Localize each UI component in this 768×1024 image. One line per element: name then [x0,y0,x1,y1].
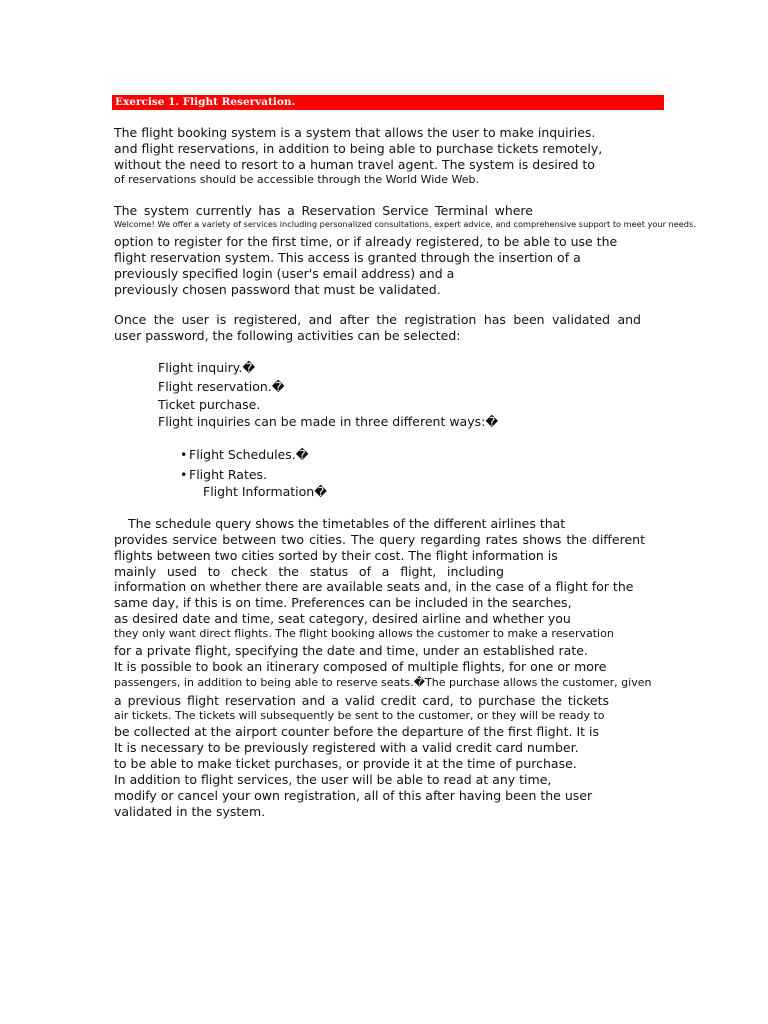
activity-item: Flight reservation.� [158,379,285,394]
para4-line-6: same day, if this is on time. Preferences can be included in the searches, [114,595,572,610]
para1-line-4: of reservations should be accessible through the World Wide Web. [114,173,480,186]
activity-item: Flight inquiries can be made in three different ways:� [158,414,499,429]
para2-line-5: previously specified login (user's email address) and a [114,266,455,281]
bullet-icon: • [180,447,188,462]
para4-line-3: flights between two cities sorted by their cost. The flight information is [114,548,558,563]
para4-line-5: information on whether there are available seats and, in the case of a flight for the [114,579,634,594]
para4-line-10: It is possible to book an itinerary composed of multiple flights, for one or more [114,659,607,674]
ways-item-label: Flight Rates. [189,467,268,482]
para1-line-2: and flight reservations, in addition to being able to purchase tickets remotely, [114,141,603,156]
para2-line-1: The system currently has a Reservation Service Terminal where [114,203,533,218]
para4-line-18: modify or cancel your own registration, all of this after having been the user [114,788,593,803]
para2-line-6: previously chosen password that must be validated. [114,282,441,297]
activity-item: Ticket purchase. [158,397,261,412]
para2-line-4: flight reservation system. This access is granted through the insertion of a [114,250,581,265]
ways-item-label: Flight Schedules.� [189,447,309,462]
bullet-icon: • [180,467,188,482]
exercise-heading: Exercise 1. Flight Reservation. [115,96,296,108]
para4-line-8: they only want direct flights. The flight booking allows the customer to make a reservation [114,627,614,640]
ways-extra-item: Flight Information� [203,484,328,499]
para4-line-1: The schedule query shows the timetables of the different airlines that [128,516,566,531]
para4-line-4: mainly used to check the status of a flight, including [114,564,504,579]
ways-list-item [180,447,309,463]
para4-line-17: In addition to flight services, the user will be able to read at any time, [114,772,552,787]
para4-line-11: passengers, in addition to being able to reserve seats.�The purchase allows the customer, given [114,676,652,689]
para4-line-14: be collected at the airport counter before the departure of the first flight. It is [114,724,599,739]
para1-line-1: The flight booking system is a system that allows the user to make inquiries. [114,125,596,140]
para3-line-2: user password, the following activities can be selected: [114,328,461,343]
exercise-heading-banner [112,95,664,110]
activity-item: Flight inquiry.� [158,360,256,375]
para2-welcome-line: Welcome! We offer a variety of services including personalized consultations, expert advice, and comprehensive support to meet your needs. [114,219,696,229]
para4-line-2: provides service between two cities. The query regarding rates shows the different [114,532,645,547]
para4-line-16: to be able to make ticket purchases, or provide it at the time of purchase. [114,756,577,771]
para4-line-7: as desired date and time, seat category, desired airline and whether you [114,611,571,626]
para2-line-3: option to register for the first time, or if already registered, to be able to use the [114,234,618,249]
para4-line-13: air tickets. The tickets will subsequently be sent to the customer, or they will be ready to [114,709,605,722]
para4-line-15: It is necessary to be previously registered with a valid credit card number. [114,740,579,755]
para4-line-9: for a private flight, specifying the date and time, under an established rate. [114,643,588,658]
para4-line-12: a previous flight reservation and a valid credit card, to purchase the tickets [114,693,609,708]
ways-list-item [180,467,267,483]
para1-line-3: without the need to resort to a human travel agent. The system is desired to [114,157,595,172]
para4-line-19: validated in the system. [114,804,266,819]
para3-line-1: Once the user is registered, and after the registration has been validated and [114,312,641,327]
